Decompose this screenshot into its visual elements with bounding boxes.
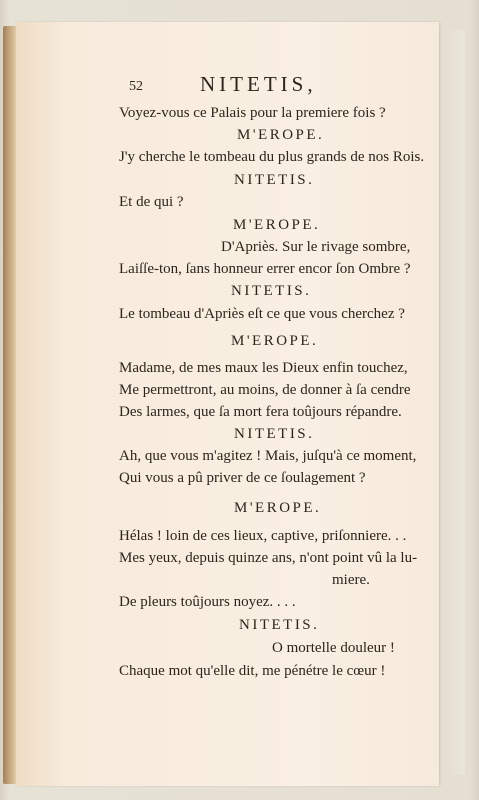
speaker-nitetis: NITETIS.	[231, 283, 312, 299]
verse-line: Qui vous a pû priver de ce ſoulagement ?	[119, 470, 366, 486]
verse-line: Des larmes, que ſa mort fera toûjours répandre.	[119, 404, 402, 420]
speaker-nitetis: NITETIS.	[239, 617, 320, 633]
verse-line: O mortelle douleur !	[272, 640, 395, 656]
book-page	[16, 22, 439, 786]
verse-line: Laiſſe-ton, ſans honneur errer encor ſon Ombre ?	[119, 261, 411, 277]
verse-line: Le tombeau d'Apriès eſt ce que vous cherchez ?	[119, 306, 405, 322]
speaker-nitetis: NITETIS.	[234, 426, 315, 442]
verse-line: Et de qui ?	[119, 194, 184, 210]
verse-line: De pleurs toûjours noyez. . . .	[119, 594, 296, 610]
page-number: 52	[129, 79, 143, 94]
verse-line: Ah, que vous m'agitez ! Mais, juſqu'à ce moment,	[119, 448, 417, 464]
verse-line: D'Apriès. Sur le rivage sombre,	[221, 239, 411, 255]
verse-line: Me permettront, au moins, de donner à ſa cendre	[119, 382, 411, 398]
speaker-merope: M'EROPE.	[237, 127, 325, 143]
verse-line: J'y cherche le tombeau du plus grands de nos Rois.	[119, 149, 425, 165]
facing-page-margin	[439, 30, 465, 775]
verse-line: Mes yeux, depuis quinze ans, n'ont point vû la lu-	[119, 550, 418, 566]
running-title: NITETIS,	[200, 72, 317, 96]
speaker-merope: M'EROPE.	[233, 217, 321, 233]
verse-line: Voyez-vous ce Palais pour la premiere fois ?	[119, 105, 386, 121]
speaker-merope: M'EROPE.	[231, 333, 319, 349]
book-page-edge	[3, 26, 17, 784]
speaker-merope: M'EROPE.	[234, 500, 322, 516]
verse-line: Chaque mot qu'elle dit, me pénétre le cœur !	[119, 663, 386, 679]
verse-line: Hélas ! loin de ces lieux, captive, priſonniere. . .	[119, 528, 407, 544]
verse-line-continuation: miere.	[332, 572, 370, 588]
speaker-nitetis: NITETIS.	[234, 172, 315, 188]
verse-line: Madame, de mes maux les Dieux enfin touchez,	[119, 360, 408, 376]
